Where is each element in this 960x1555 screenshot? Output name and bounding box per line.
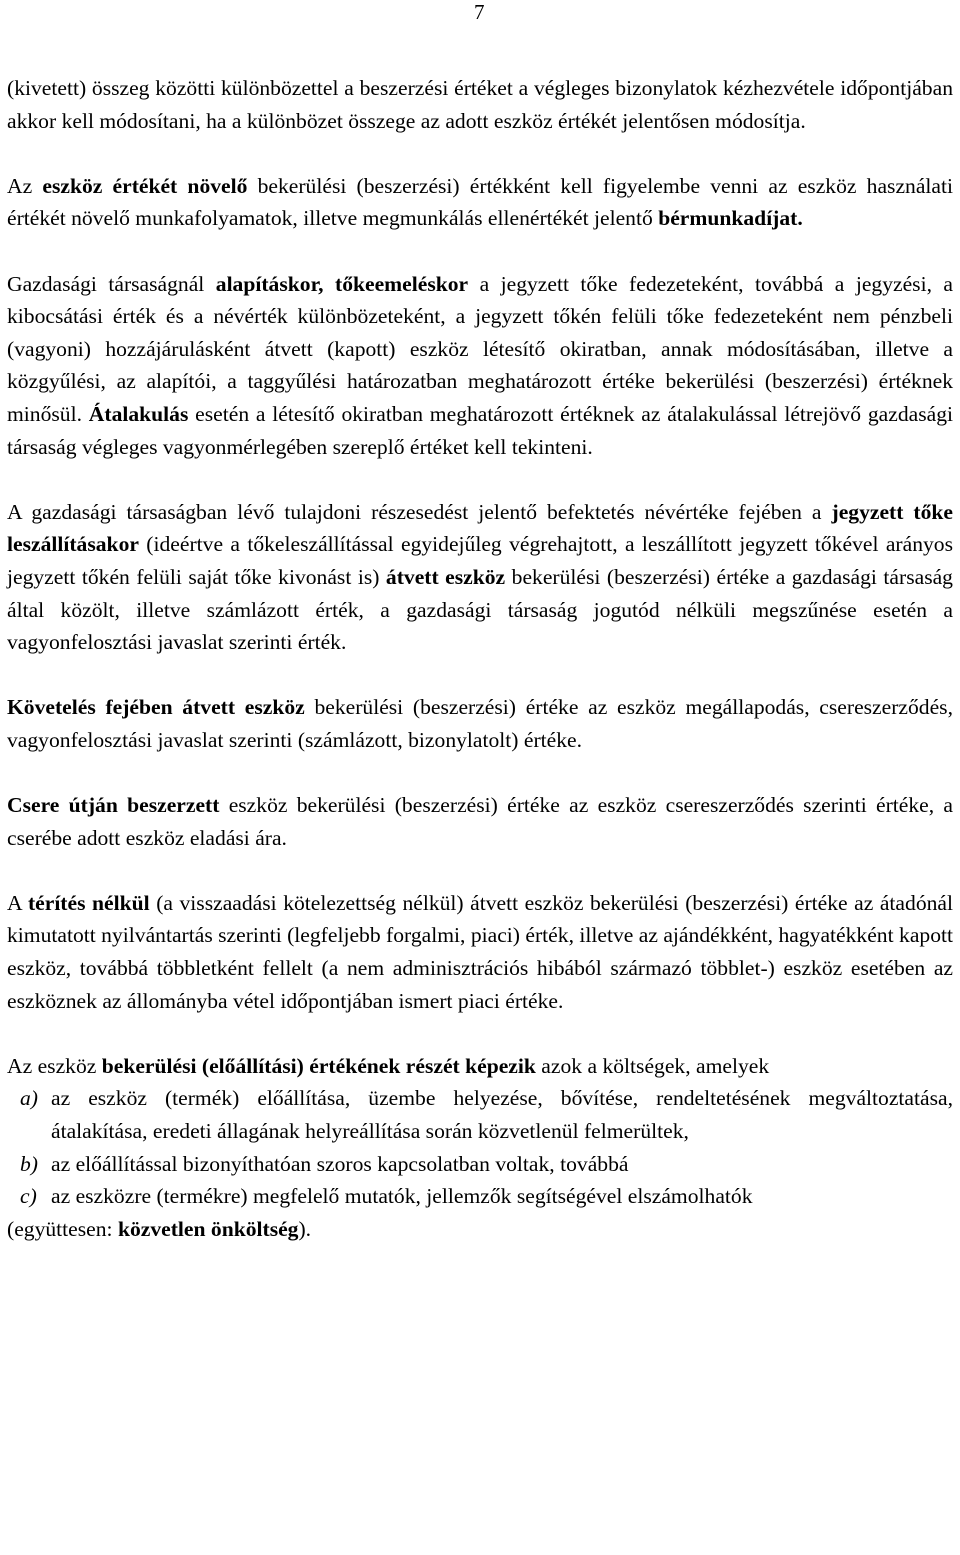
- list-item-text: [51, 1184, 753, 1208]
- text-segment: ).: [298, 1216, 312, 1241]
- list-item: [7, 1082, 953, 1147]
- bold-text-segment: közvetlen önköltség: [117, 1216, 299, 1241]
- bold-text-segment: Csere útján beszerzett: [7, 793, 220, 818]
- text-segment: a jegyzett tőke fedezeteként, továbbá a jegyzési, a kibocsátási érték és a névérték különbözeteként, a jegyzett tőkén felüli tőke fedezeteként nem pénzbeli (vagyoni) hozzájárulásként átvett (kapott) eszköz létesítő okiratban, annak módosításában, illetve a közgyűlési, az alapítói, a taggyűlési határozatban meghatározott értéke bekerülési (beszerzési) értéknek minősül.: [7, 271, 954, 426]
- text-segment: eszköz bekerülési (beszerzési) értéke az eszköz csereszerződés szerinti értéke, a cserébe adott eszköz eladási ára.: [7, 793, 953, 850]
- bold-text-segment: jegyzett tőke leszállításakor: [7, 499, 953, 557]
- paragraph-1: [7, 72, 953, 137]
- text-segment: (ideértve a tőkeleszállítással egyidejűleg végrehajtott, a leszállított jegyzett tőkével arányos jegyzett tőkén felüli saját tőke kivonást is): [7, 532, 953, 589]
- text-segment: (együttesen:: [7, 1216, 118, 1241]
- text-segment: azok a költségek, amelyek: [535, 1053, 770, 1078]
- text-segment: esetén a létesítő okiratban meghatározott értéknek az átalakulással létrejövő gazdasági társaság végleges vagyonmérlegében szereplő értéket kell tekinteni.: [7, 401, 953, 459]
- text-segment: az eszköz (termék) előállítása, üzembe helyezése, bővítése, rendeltetésének megváltoztatása, átalakítása, eredeti állagának helyreállítása során közvetlenül felmerültek,: [51, 1086, 953, 1143]
- list-item-text: [51, 1152, 628, 1176]
- paragraph-3: [7, 268, 953, 464]
- text-segment: az eszközre (termékre) megfelelő mutatók, jellemzők segítségével elszámolhatók: [51, 1184, 753, 1209]
- paragraph-5: [7, 691, 953, 756]
- text-segment: bekerülési (beszerzési) értéke a gazdasági társaság által közölt, illetve számlázott érték, a gazdasági társaság jogutód nélküli megszűnése esetén a vagyonfelosztási javaslat szerinti érték.: [7, 564, 953, 655]
- bold-text-segment: Követelés fejében átvett eszköz: [7, 695, 305, 720]
- document-body: [7, 72, 953, 1245]
- list-item: [7, 1148, 953, 1181]
- list-item-text: [51, 1086, 953, 1143]
- text-segment: (kivetett) összeg közötti különbözettel a beszerzési értéket a végleges bizonylatok kézhezvétele időpontjában akkor kell módosítani, ha a különbözet összege az adott eszköz értékét jelentősen módosítja.: [7, 76, 953, 133]
- bold-text-segment: eszköz értékét növelő: [42, 173, 248, 198]
- list-item: [7, 1180, 953, 1213]
- list-marker: a): [20, 1086, 38, 1111]
- text-segment: Az: [7, 173, 43, 198]
- bold-text-segment: bekerülési (előállítási) értékének részét képezik: [101, 1053, 536, 1078]
- cost-list: [7, 1082, 953, 1212]
- page-number: 7: [474, 0, 485, 24]
- text-segment: A gazdasági társaságban lévő tulajdoni részesedést jelentő befektetés névértéke fejében a: [7, 499, 832, 524]
- bold-text-segment: Átalakulás: [88, 401, 189, 426]
- paragraph-6: [7, 789, 953, 854]
- paragraph-7: [7, 887, 953, 1017]
- list-marker: b): [20, 1151, 38, 1176]
- paragraph-2: [7, 170, 953, 235]
- bold-text-segment: térítés nélkül: [27, 890, 150, 915]
- text-segment: Az eszköz: [7, 1053, 102, 1078]
- bold-text-segment: bérmunkadíjat.: [658, 206, 803, 231]
- text-segment: bekerülési (beszerzési) értékként kell figyelembe venni az eszköz használati értékét növelő munkafolyamatok, illetve megmunkálás ellenértékét jelentő: [7, 173, 953, 231]
- paragraph-4: [7, 496, 953, 659]
- text-segment: A: [7, 890, 28, 915]
- text-segment: Gazdasági társaságnál: [7, 271, 216, 296]
- text-segment: bekerülési (beszerzési) értéke az eszköz megállapodás, csereszerződés, vagyonfelosztási javaslat szerinti (számlázott, bizonylatolt) értéke.: [7, 695, 953, 752]
- bold-text-segment: átvett eszköz: [385, 564, 506, 589]
- text-segment: (a visszaadási kötelezettség nélkül) átvett eszköz bekerülési (beszerzési) értéke az átadónál kimutatott nyilvántartás szerinti (legfeljebb forgalmi, piaci) érték, illetve az ajándékként, hagyatékként kapott eszköz, továbbá többletként fellelt (a nem adminisztrációs hibából származó többlet-) eszköz esetében az eszköznek az állományba vétel időpontjában ismert piaci értéke.: [7, 890, 953, 1013]
- text-segment: az előállítással bizonyíthatóan szoros kapcsolatban voltak, továbbá: [51, 1151, 629, 1176]
- list-marker: c): [20, 1184, 37, 1209]
- closing-paragraph: [7, 1213, 953, 1246]
- bold-text-segment: alapításkor, tőkeemeléskor: [215, 271, 469, 296]
- paragraph-8: [7, 1050, 953, 1083]
